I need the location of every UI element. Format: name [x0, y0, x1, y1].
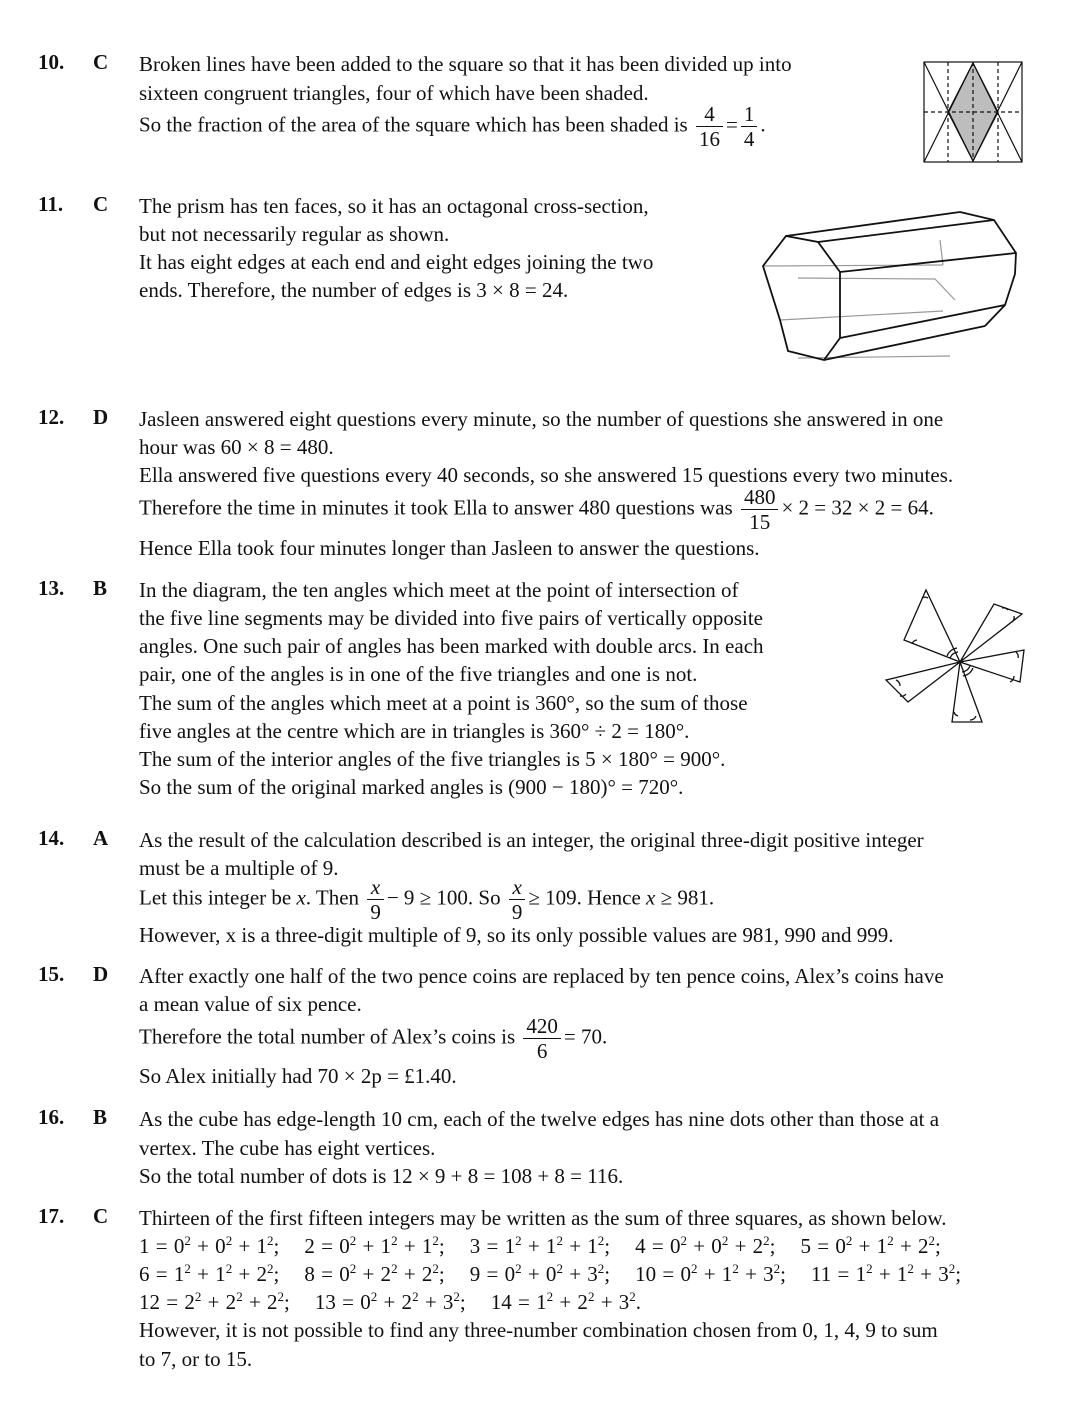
question-number: 14. [38, 826, 65, 850]
square-sum: $1 = 0^2 + 0^2 + 1^2$; [139, 1233, 280, 1258]
text-line: It has eight edges at each end and eight edges joining the two [139, 250, 654, 274]
text-line: As the result of the calculation described is an integer, the original three-digit positive integer [139, 828, 924, 852]
text-line-fraction [139, 485, 934, 534]
answer-letter: C [93, 1204, 109, 1228]
square-sum: $9 = 0^2 + 0^2 + 3^2$; [469, 1261, 611, 1286]
text-line: vertex. The cube has eight vertices. [139, 1136, 436, 1160]
square-sum: $2 = 0^2 + 1^2 + 1^2$; [304, 1233, 445, 1258]
text-line: As the cube has edge-length 10 cm, each of the twelve edges has nine dots other than those at a [139, 1107, 940, 1131]
text-line: Broken lines have been added to the square so that it has been divided up into [139, 52, 792, 76]
text-line: ends. Therefore, the number of edges is 3 × 8 = 24. [139, 278, 569, 302]
square-sum: $3 = 1^2 + 1^2 + 1^2$; [469, 1233, 611, 1258]
text-line: hour was 60 × 8 = 480. [139, 435, 334, 459]
question-number: 17. [38, 1204, 65, 1228]
octagonal-prism-diagram [760, 208, 1022, 368]
square-sum: $11 = 1^2 + 1^2 + 3^2$; [811, 1261, 962, 1286]
answer-letter: C [93, 50, 109, 74]
squares-row [139, 1232, 941, 1260]
text-line: Thirteen of the first fifteen integers may be written as the sum of three squares, as shown below. [139, 1206, 947, 1230]
text-line-fraction: So the fraction of the area of the square which has been shaded is $\frac{4}{16}$ = $\frac{1}{4}$ . [139, 102, 766, 151]
five-triangles-diagram [882, 584, 1028, 728]
text-line-fraction: Therefore the total number of Alex’s coins is $\frac{420}{6}$ = 70. [139, 1014, 608, 1063]
squares-row [139, 1260, 961, 1288]
fraction: $\frac{480}{15}$ [741, 485, 779, 534]
text-segment: × 2 = 32 × 2 = 64. [781, 495, 934, 520]
text-line: must be a multiple of 9. [139, 856, 339, 880]
text-line: In the diagram, the ten angles which meet at the point of intersection of [139, 578, 739, 602]
text-line: However, it is not possible to find any three-number combination chosen from 0, 1, 4, 9 to sum [139, 1318, 938, 1342]
text-line: The prism has ten faces, so it has an octagonal cross-section, [139, 194, 649, 218]
square-diagram [922, 60, 1024, 164]
text-line: the five line segments may be divided into five pairs of vertically opposite [139, 606, 764, 630]
text-line: So the total number of dots is 12 × 9 + 8 = 108 + 8 = 116. [139, 1164, 624, 1188]
fraction: $\frac{420}{6}$ [523, 1014, 561, 1063]
text-line: Hence Ella took four minutes longer than Jasleen to answer the questions. [139, 536, 760, 560]
text-segment: So the fraction of the area of the square which has been shaded is [139, 112, 688, 137]
text-line: The sum of the angles which meet at a point is 360°, so the sum of those [139, 691, 748, 715]
square-sum: $8 = 0^2 + 2^2 + 2^2$; [304, 1261, 445, 1286]
squares-row [139, 1288, 641, 1316]
text-segment: Therefore the time in minutes it took Ella to answer 480 questions was [139, 495, 733, 520]
square-sum: $6 = 1^2 + 1^2 + 2^2$; [139, 1261, 280, 1286]
text-line: but not necessarily regular as shown. [139, 222, 450, 246]
fraction: $\frac{x}{9}$ [509, 875, 526, 924]
text-line: Ella answered five questions every 40 seconds, so she answered 15 questions every two minutes. [139, 463, 954, 487]
text-line: The sum of the interior angles of the five triangles is 5 × 180° = 900°. [139, 747, 726, 771]
text-line: a mean value of six pence. [139, 992, 362, 1016]
text-line: to 7, or to 15. [139, 1347, 253, 1371]
text-line: So the sum of the original marked angles is (900 − 180)° = 720°. [139, 775, 684, 799]
fraction: $\frac{1}{4}$ [741, 102, 758, 151]
square-sum: $5 = 0^2 + 1^2 + 2^2$; [800, 1233, 941, 1258]
answer-letter: B [93, 576, 108, 600]
text-line: pair, one of the angles is in one of the five triangles and one is not. [139, 662, 698, 686]
text-line: After exactly one half of the two pence coins are replaced by ten pence coins, Alex’s coins have [139, 964, 944, 988]
question-number: 10. [38, 50, 65, 74]
fraction: $\frac{x}{9}$ [367, 875, 384, 924]
square-sum: $12 = 2^2 + 2^2 + 2^2$; [139, 1289, 290, 1314]
fraction: $\frac{4}{16}$ [696, 102, 723, 151]
question-number: 13. [38, 576, 65, 600]
square-sum: $14 = 1^2 + 2^2 + 3^2$. [490, 1289, 642, 1314]
question-number: 12. [38, 405, 65, 429]
text-line: sixteen congruent triangles, four of which have been shaded. [139, 81, 649, 105]
question-number: 11. [38, 192, 64, 216]
square-sum: $13 = 0^2 + 2^2 + 3^2$; [314, 1289, 466, 1314]
square-sum: $4 = 0^2 + 0^2 + 2^2$; [635, 1233, 776, 1258]
square-sum: $10 = 0^2 + 1^2 + 3^2$; [635, 1261, 786, 1286]
answer-letter: D [93, 962, 109, 986]
question-number: 15. [38, 962, 65, 986]
text-line: So Alex initially had 70 × 2p = £1.40. [139, 1064, 457, 1088]
answer-letter: A [93, 826, 109, 850]
answer-letter: B [93, 1105, 108, 1129]
answer-letter: D [93, 405, 109, 429]
question-number: 16. [38, 1105, 65, 1129]
text-line: angles. One such pair of angles has been marked with double arcs. In each [139, 634, 764, 658]
answer-letter: C [93, 192, 109, 216]
text-line: Jasleen answered eight questions every minute, so the number of questions she answered in one [139, 407, 944, 431]
text-line-fraction: Let this integer be x. Then $\frac{x}{9}$ − 9 ≥ 100. So $\frac{x}{9}$ ≥ 109. Hence x ≥ 981. [139, 875, 715, 924]
text-line: However, x is a three-digit multiple of 9, so its only possible values are 981, 990 and 999. [139, 923, 894, 947]
text-line: five angles at the centre which are in triangles is 360° ÷ 2 = 180°. [139, 719, 690, 743]
